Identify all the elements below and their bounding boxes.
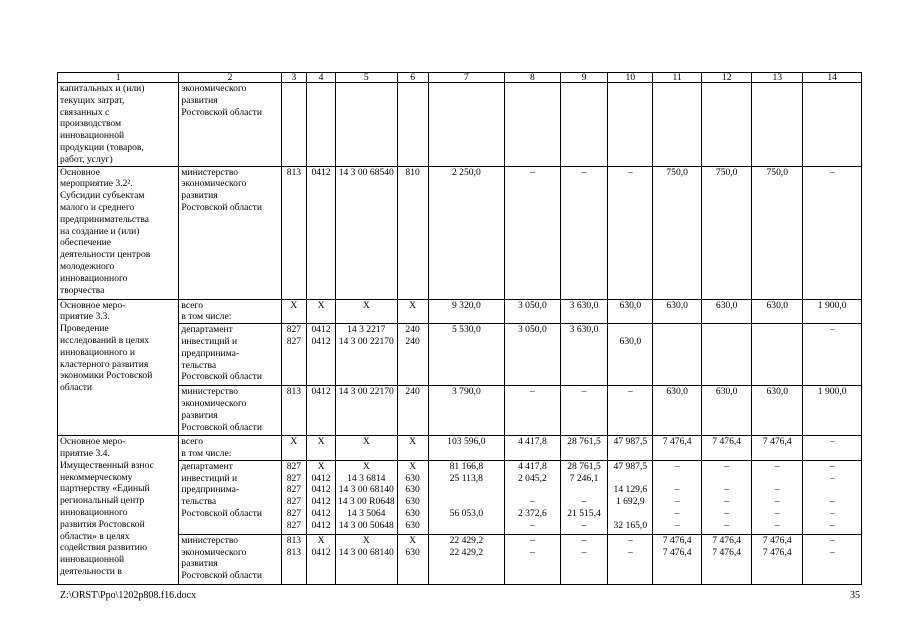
- sub-cell-value: –: [724, 460, 730, 472]
- column-header: 2: [179, 73, 281, 83]
- total-amount: 2 250,0: [428, 166, 505, 299]
- column-header: 6: [397, 73, 428, 83]
- amount-y2: [560, 534, 608, 584]
- sub-cell-value: [655, 473, 699, 485]
- sub-cell-value: 14 3 00 R0648: [337, 496, 395, 508]
- sub-cell-value: 4 417,8: [517, 460, 547, 472]
- sub-cell-value: –: [774, 519, 780, 531]
- sub-cell-value: 14 3 00 68140: [338, 484, 394, 496]
- column-header: 4: [307, 73, 336, 83]
- amount-y4: 630,0: [653, 299, 702, 324]
- amount-y5: [702, 460, 752, 534]
- csr-code: Х: [335, 299, 397, 324]
- amount-y6: [752, 324, 803, 386]
- sub-cell-value: 827: [286, 484, 302, 496]
- sub-cell-value: 2 045,2: [517, 472, 547, 484]
- sub-cell-value: 56 053,0: [449, 507, 484, 519]
- amount-y1: [505, 460, 560, 534]
- amount-y6: 630,0: [752, 386, 803, 436]
- amount-y3: [608, 460, 653, 534]
- sub-cell-value: 0412: [311, 507, 331, 519]
- amount-y5: 7 476,4: [702, 436, 752, 461]
- sub-cell-value: 7 476,4: [762, 546, 792, 558]
- amount-y3: –: [608, 166, 653, 299]
- sub-cell-value: 630: [405, 519, 420, 531]
- cell: [335, 83, 397, 167]
- cell: [752, 83, 803, 167]
- sub-cell-value: –: [829, 534, 835, 546]
- sub-cell-value: 14 3 5064: [347, 507, 386, 519]
- sub-cell-value: [431, 484, 503, 496]
- amount-y4: 630,0: [653, 386, 702, 436]
- executor: всего в том числе:: [179, 436, 281, 461]
- amount-y4: [653, 324, 702, 386]
- sub-cell-value: 827: [286, 472, 302, 484]
- amount-y3: 630,0: [608, 324, 653, 386]
- amount-y2: –: [560, 166, 608, 299]
- table-row: [58, 166, 862, 299]
- csr-code: [335, 460, 397, 534]
- grbs-code: 813: [281, 166, 307, 299]
- sub-cell-value: –: [829, 496, 835, 508]
- amount-y2: 3 630,0: [560, 299, 608, 324]
- amount-y6: 630,0: [752, 299, 803, 324]
- sub-cell-value: [563, 484, 606, 496]
- cell: [702, 83, 752, 167]
- sub-cell-value: Х: [409, 460, 417, 472]
- cell: [608, 83, 653, 167]
- sub-cell-value: –: [724, 496, 730, 508]
- rzpr-code: 0412 0412: [307, 324, 336, 386]
- table-row: [58, 534, 862, 584]
- vr-code: 240 240: [397, 324, 428, 386]
- column-header: 14: [803, 73, 862, 83]
- column-header: 10: [608, 73, 653, 83]
- sub-cell-value: –: [529, 546, 535, 558]
- cell: [281, 83, 307, 167]
- csr-code: 14 3 00 22170: [335, 386, 397, 436]
- sub-cell-value: 827: [286, 496, 302, 508]
- table-row: [58, 386, 862, 436]
- amount-y7: [803, 534, 862, 584]
- vr-code: Х: [397, 299, 428, 324]
- sub-cell-value: 630: [405, 546, 420, 558]
- amount-y6: 750,0: [752, 166, 803, 299]
- table-row: [58, 436, 862, 461]
- executor: всего в том числе:: [179, 299, 281, 324]
- amount-y5: 750,0: [702, 166, 752, 299]
- column-header: 3: [281, 73, 307, 83]
- amount-y5: [702, 534, 752, 584]
- sub-cell-value: 827: [286, 460, 302, 472]
- amount-y5: 630,0: [702, 299, 752, 324]
- amount-y1: [505, 534, 560, 584]
- cell: [428, 83, 505, 167]
- amount-y7: [803, 460, 862, 534]
- sub-cell-value: 630: [405, 496, 420, 508]
- sub-cell-value: –: [529, 534, 535, 546]
- sub-cell-value: –: [774, 496, 780, 508]
- sub-cell-value: 0412: [311, 546, 331, 558]
- sub-cell-value: Х: [317, 460, 325, 472]
- header-row: [58, 73, 862, 83]
- grbs-code: Х: [281, 436, 307, 461]
- sub-cell-value: 14 3 00 50648: [338, 519, 394, 531]
- executor: министерство экономического развития Ростовской области: [179, 386, 281, 436]
- table-row: [58, 83, 862, 167]
- rzpr-code: 0412: [307, 386, 336, 436]
- cell: [397, 83, 428, 167]
- column-header: 11: [653, 73, 702, 83]
- sub-cell-value: 14 3 00 68140: [338, 546, 394, 558]
- footer-file-path: Z:\ORST\Ppo\1202p808.f16.docx: [60, 590, 197, 601]
- executor: департамент инвестиций и предпринима- тельства Ростовской области: [179, 460, 281, 534]
- sub-cell-value: 81 166,8: [449, 460, 484, 472]
- table-row: [58, 460, 862, 534]
- amount-y7: 1 900,0: [803, 299, 862, 324]
- table-row: [58, 299, 862, 324]
- amount-y5: 630,0: [702, 386, 752, 436]
- amount-y1: 3 050,0: [505, 299, 560, 324]
- grbs-code: [281, 534, 307, 584]
- column-header: 5: [335, 73, 397, 83]
- sub-cell-value: –: [674, 460, 680, 472]
- grbs-code: [281, 460, 307, 534]
- sub-cell-value: –: [581, 496, 587, 508]
- amount-y6: [752, 534, 803, 584]
- sub-cell-value: –: [627, 546, 633, 558]
- sub-cell-value: 7 476,4: [712, 534, 742, 546]
- sub-cell-value: 0412: [311, 484, 331, 496]
- csr-code: 14 3 2217 14 3 00 22170: [335, 324, 397, 386]
- total-amount: [428, 534, 505, 584]
- sub-cell-value: 827: [286, 519, 302, 531]
- column-header: 8: [505, 73, 560, 83]
- sub-cell-value: 827: [286, 507, 302, 519]
- vr-code: Х: [397, 436, 428, 461]
- grbs-code: 827 827: [281, 324, 307, 386]
- sub-cell-value: 7 476,4: [712, 546, 742, 558]
- amount-y2: [560, 460, 608, 534]
- column-header: 1: [58, 73, 179, 83]
- sub-cell-value: 0412: [311, 496, 331, 508]
- executor: министерство экономического развития Ростовской области: [179, 534, 281, 584]
- amount-y7: –: [803, 436, 862, 461]
- cell: [560, 83, 608, 167]
- sub-cell-value: 32 165,0: [613, 519, 648, 531]
- executor: департамент инвестиций и предпринима- тельства Ростовской области: [179, 324, 281, 386]
- sub-cell-value: –: [829, 507, 835, 519]
- amount-y3: [608, 534, 653, 584]
- rzpr-code: 0412: [307, 166, 336, 299]
- sub-cell-value: –: [774, 460, 780, 472]
- sub-cell-value: 813: [286, 534, 302, 546]
- column-header: 7: [428, 73, 505, 83]
- sub-cell-value: –: [829, 460, 835, 472]
- column-header: 12: [702, 73, 752, 83]
- sub-cell-value: [704, 473, 749, 485]
- amount-y3: 47 987,5: [608, 436, 653, 461]
- rzpr-code: [307, 460, 336, 534]
- amount-y2: –: [560, 386, 608, 436]
- sub-cell-value: 630: [405, 472, 420, 484]
- sub-cell-value: 0412: [311, 472, 331, 484]
- executor: министерство экономического развития Ростовской области: [179, 166, 281, 299]
- sub-cell-value: 1 692,9: [615, 496, 645, 508]
- activity-name: капитальных и (или) текущих затрат, связанных с производством инновационной продукции (товаров, работ, услуг): [58, 83, 179, 167]
- sub-cell-value: –: [581, 519, 587, 531]
- vr-code: [397, 460, 428, 534]
- table-row: [58, 324, 862, 386]
- cell: [803, 83, 862, 167]
- sub-cell-value: 7 246,1: [569, 472, 599, 484]
- grbs-code: 813: [281, 386, 307, 436]
- grbs-code: Х: [281, 299, 307, 324]
- amount-y6: 7 476,4: [752, 436, 803, 461]
- sub-cell-value: Х: [317, 534, 325, 546]
- sub-cell-value: [431, 496, 503, 508]
- amount-y1: 4 417,8: [505, 436, 560, 461]
- sub-cell-value: [610, 473, 650, 485]
- page-number: 35: [850, 590, 860, 601]
- sub-cell-value: 630: [405, 507, 420, 519]
- vr-code: [397, 534, 428, 584]
- amount-y3: –: [608, 386, 653, 436]
- sub-cell-value: [431, 520, 503, 532]
- sub-cell-value: –: [674, 484, 680, 496]
- sub-cell-value: 25 113,8: [449, 472, 483, 484]
- sub-cell-value: 7 476,4: [662, 546, 692, 558]
- sub-cell-value: –: [529, 519, 535, 531]
- sub-cell-value: –: [674, 507, 680, 519]
- amount-y5: [702, 324, 752, 386]
- sub-cell-value: –: [724, 507, 730, 519]
- sub-cell-value: [610, 508, 650, 520]
- sub-cell-value: 813: [286, 546, 302, 558]
- sub-cell-value: 47 987,5: [613, 460, 648, 472]
- sub-cell-value: [754, 473, 800, 485]
- rzpr-code: Х: [307, 299, 336, 324]
- sub-cell-value: 0412: [311, 519, 331, 531]
- amount-y4: [653, 460, 702, 534]
- cell: [505, 83, 560, 167]
- amount-y3: 630,0: [608, 299, 653, 324]
- column-header: 13: [752, 73, 803, 83]
- sub-cell-value: –: [581, 534, 587, 546]
- amount-y7: 1 900,0: [803, 386, 862, 436]
- sub-cell-value: –: [627, 534, 633, 546]
- sub-cell-value: 2 372,6: [517, 507, 547, 519]
- sub-cell-value: –: [829, 519, 835, 531]
- sub-cell-value: 630: [405, 484, 420, 496]
- total-amount: [428, 460, 505, 534]
- sub-cell-value: –: [774, 507, 780, 519]
- sub-cell-value: 22 429,2: [449, 534, 484, 546]
- sub-cell-value: 14 129,6: [613, 484, 648, 496]
- sub-cell-value: –: [829, 546, 835, 558]
- rzpr-code: Х: [307, 436, 336, 461]
- amount-y6: [752, 460, 803, 534]
- sub-cell-value: [805, 484, 859, 496]
- total-amount: 9 320,0: [428, 299, 505, 324]
- sub-cell-value: 21 515,4: [567, 507, 601, 519]
- sub-cell-value: Х: [409, 534, 417, 546]
- csr-code: [335, 534, 397, 584]
- column-header: 9: [560, 73, 608, 83]
- sub-cell-value: –: [829, 472, 835, 484]
- budget-table: [57, 72, 862, 585]
- total-amount: 103 596,0: [428, 436, 505, 461]
- sub-cell-value: 14 3 6814: [347, 472, 386, 484]
- activity-name: Основное меро- приятие 3.3. Проведение исследований в целях инновационного и кластерного развития экономики Ростовской области: [58, 299, 179, 436]
- sub-cell-value: –: [674, 496, 680, 508]
- sub-cell-value: –: [724, 519, 730, 531]
- activity-name: Основное меро- приятие 3.4. Имущественный взнос некоммерческому партнерству «Единый региональный центр инновационного развития Ростовской области» в целях содействия развитию инновационной деятельности в: [58, 436, 179, 585]
- sub-cell-value: 7 476,4: [762, 534, 792, 546]
- total-amount: 3 790,0: [428, 386, 505, 436]
- csr-code: 14 3 00 68540: [335, 166, 397, 299]
- cell: [307, 83, 336, 167]
- total-amount: 5 530,0: [428, 324, 505, 386]
- amount-y7: –: [803, 166, 862, 299]
- executor: экономического развития Ростовской области: [179, 83, 281, 167]
- amount-y2: 28 761,5: [560, 436, 608, 461]
- csr-code: Х: [335, 436, 397, 461]
- sub-cell-value: [507, 484, 557, 496]
- sub-cell-value: 7 476,4: [662, 534, 692, 546]
- activity-name: Основное мероприятие 3.2². Субсидии субъектам малого и среднего предпринимательства на создание и (или) обеспечение деятельности центров молодежного инновационного творчества: [58, 166, 179, 299]
- rzpr-code: [307, 534, 336, 584]
- amount-y2: 3 630,0: [560, 324, 608, 386]
- sub-cell-value: 28 761,5: [567, 460, 601, 472]
- sub-cell-value: –: [529, 496, 535, 508]
- vr-code: 240: [397, 386, 428, 436]
- sub-cell-value: 22 429,2: [449, 546, 484, 558]
- amount-y4: [653, 534, 702, 584]
- sub-cell-value: Х: [362, 534, 370, 546]
- amount-y4: 750,0: [653, 166, 702, 299]
- sub-cell-value: Х: [362, 460, 370, 472]
- amount-y4: 7 476,4: [653, 436, 702, 461]
- cell: [653, 83, 702, 167]
- sub-cell-value: –: [581, 546, 587, 558]
- amount-y1: 3 050,0: [505, 324, 560, 386]
- sub-cell-value: –: [674, 519, 680, 531]
- sub-cell-value: –: [774, 484, 780, 496]
- vr-code: 810: [397, 166, 428, 299]
- sub-cell-value: –: [724, 484, 730, 496]
- amount-y1: –: [505, 386, 560, 436]
- amount-y7: –: [803, 324, 862, 386]
- amount-y1: –: [505, 166, 560, 299]
